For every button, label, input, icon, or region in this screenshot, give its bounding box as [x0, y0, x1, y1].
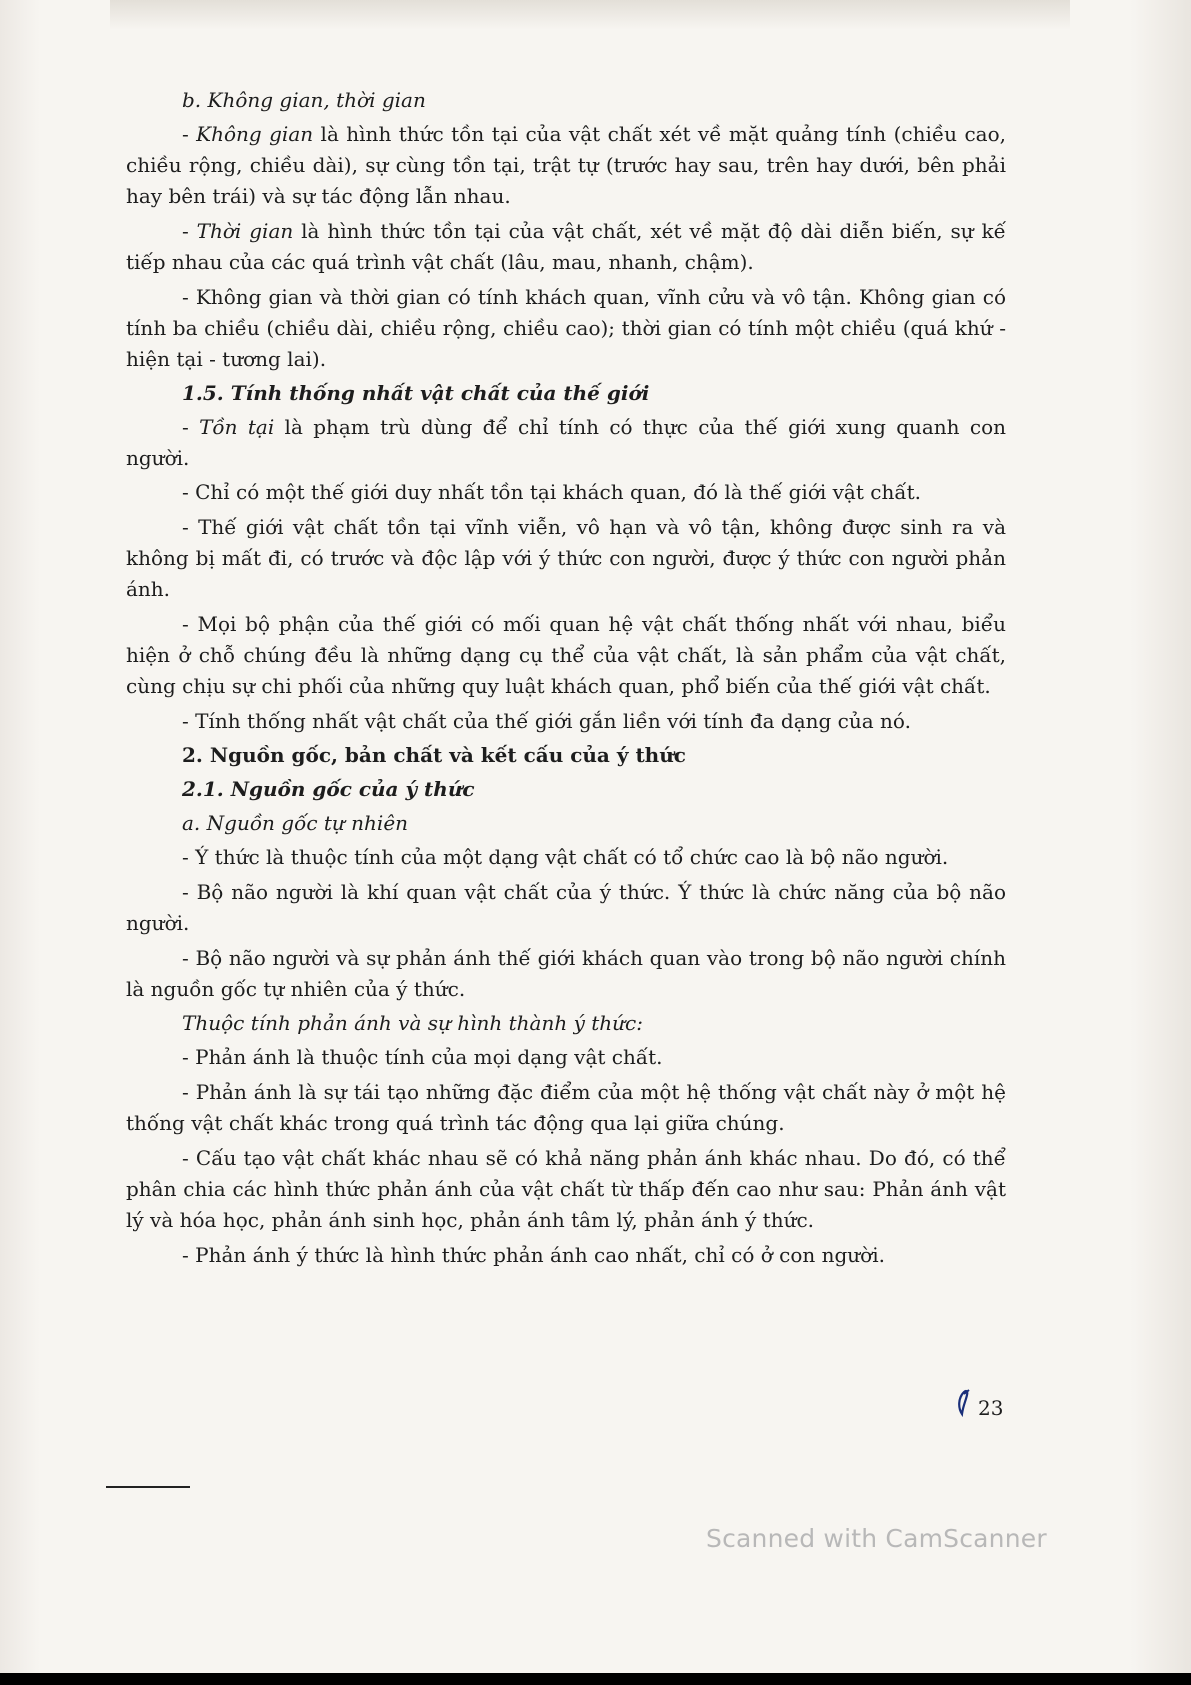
subheading-reflection: Thuộc tính phản ánh và sự hình thành ý thức:	[182, 1011, 643, 1035]
paragraph-consciousness-attribute: - Ý thức là thuộc tính của một dạng vật chất có tổ chức cao là bộ não người.	[182, 845, 949, 869]
subheading-natural-origin: a. Nguồn gốc tự nhiên	[182, 811, 409, 835]
paragraph-space-time-properties: - Không gian và thời gian có tính khách quan, vĩnh cửu và vô tận. Không gian có tính ba chiều (chiều dài, chiều rộng, chiều cao); thời gian có tính một chiều (quá khứ - hiện tại - tương lai).	[126, 285, 1006, 371]
paragraph-highest-reflection: - Phản ánh ý thức là hình thức phản ánh cao nhất, chỉ có ở con người.	[182, 1243, 885, 1267]
page-body	[126, 85, 1006, 1274]
paragraph-reflection-recreation: - Phản ánh là sự tái tạo những đặc điểm của một hệ thống vật chất này ở một hệ thống vật chất khác trong quá trình tác động qua lại giữa chúng.	[126, 1080, 1006, 1135]
paragraph-eternal-world: - Thế giới vật chất tồn tại vĩnh viễn, vô hạn và vô tận, không được sinh ra và không bị mất đi, có trước và độc lập với ý thức con người, được ý thức con người phản ánh.	[126, 515, 1006, 601]
paragraph-unity-diversity: - Tính thống nhất vật chất của thế giới gắn liền với tính đa dạng của nó.	[182, 709, 911, 733]
paragraph-reflection-attribute: - Phản ánh là thuộc tính của mọi dạng vật chất.	[182, 1045, 663, 1069]
camscanner-watermark: Scanned with CamScanner	[706, 1524, 1047, 1553]
paragraph-one-world: - Chỉ có một thế giới duy nhất tồn tại khách quan, đó là thế giới vật chất.	[182, 480, 921, 504]
scan-bottom-edge	[0, 1673, 1191, 1685]
paragraph-brain-organ: - Bộ não người là khí quan vật chất của ý thức. Ý thức là chức năng của bộ não người.	[126, 880, 1006, 935]
paragraph-unity-parts: - Mọi bộ phận của thế giới có mối quan hệ vật chất thống nhất với nhau, biểu hiện ở chỗ chúng đều là những dạng cụ thể của vật chất, là sản phẩm của vật chất, cùng chịu sự chi phối của những quy luật khách quan, phổ biến của thế giới vật chất.	[126, 612, 1006, 698]
term-time: Thời gian	[196, 219, 294, 243]
section-heading-2-1: 2.1. Nguồn gốc của ý thức	[182, 777, 475, 801]
scan-shadow	[110, 0, 1070, 30]
paragraph-space: - Không gian là hình thức tồn tại của vật chất xét về mặt quảng tính (chiều cao, chiều rộng, chiều dài), sự cùng tồn tại, trật tự (trước hay sau, trên hay dưới, bên phải hay bên trái) và sự tác động lẫn nhau.	[126, 122, 1006, 208]
page-number: 23	[978, 1396, 1004, 1420]
term-space: Không gian	[196, 122, 314, 146]
paragraph-existence: - Tồn tại là phạm trù dùng để chỉ tính có thực của thế giới xung quanh con người.	[126, 415, 1007, 470]
section-heading-1-5: 1.5. Tính thống nhất vật chất của thế giới	[182, 381, 650, 405]
paragraph-natural-origin: - Bộ não người và sự phản ánh thế giới khách quan vào trong bộ não người chính là nguồn gốc tự nhiên của ý thức.	[126, 946, 1006, 1001]
paragraph-time: - Thời gian là hình thức tồn tại của vật chất, xét về mặt độ dài diễn biến, sự kế tiếp nhau của các quá trình vật chất (lâu, mau, nhanh, chậm).	[126, 219, 1006, 274]
paragraph-reflection-forms: - Cấu tạo vật chất khác nhau sẽ có khả năng phản ánh khác nhau. Do đó, có thể phân chia các hình thức phản ánh của vật chất từ thấp đến cao như sau: Phản ánh vật lý và hóa học, phản ánh sinh học, phản ánh tâm lý, phản ánh ý thức.	[126, 1146, 1006, 1232]
section-heading-2: 2. Nguồn gốc, bản chất và kết cấu của ý thức	[182, 743, 686, 767]
footnote-rule	[106, 1486, 190, 1488]
term-existence: Tồn tại	[199, 415, 275, 439]
pen-mark-icon	[954, 1388, 976, 1418]
subheading-space-time: b. Không gian, thời gian	[182, 88, 426, 112]
